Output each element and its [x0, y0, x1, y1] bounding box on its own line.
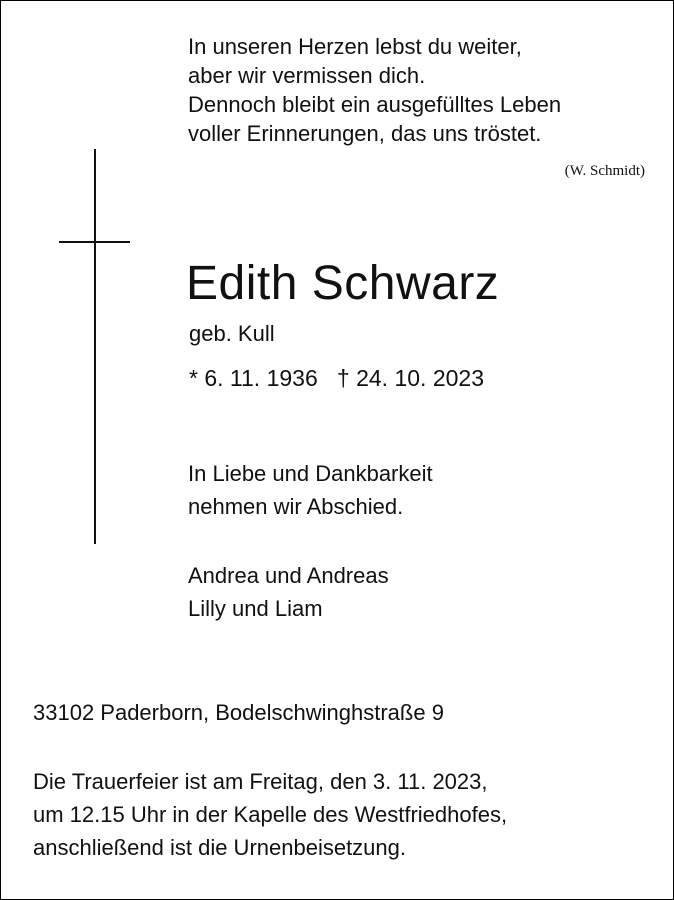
- cross-vertical-bar: [94, 149, 96, 544]
- poem-line: voller Erinnerungen, das uns tröstet.: [188, 121, 542, 146]
- ceremony-info: [33, 765, 507, 864]
- farewell-line: In Liebe und Dankbarkeit: [188, 461, 433, 486]
- poem-line: Dennoch bleibt ein ausgefülltes Leben: [188, 92, 562, 117]
- cross-horizontal-bar: [59, 241, 130, 243]
- deceased-name: Edith Schwarz: [186, 257, 500, 310]
- ceremony-line: um 12.15 Uhr in der Kapelle des Westfriedhofes,: [33, 802, 508, 827]
- mourner-line: Lilly und Liam: [188, 596, 323, 621]
- birth-name: geb. Kull: [189, 321, 275, 346]
- poem-line: In unseren Herzen lebst du weiter,: [188, 34, 522, 59]
- date-separator: [318, 365, 337, 391]
- address: 33102 Paderborn, Bodelschwinghstraße 9: [33, 700, 444, 725]
- poem-line: aber wir vermissen dich.: [188, 63, 426, 88]
- ceremony-line: Die Trauerfeier ist am Freitag, den 3. 11. 2023,: [33, 769, 488, 794]
- birth-date: * 6. 11. 1936: [189, 365, 318, 391]
- poem-attribution: (W. Schmidt): [564, 163, 645, 179]
- poem: [188, 32, 561, 148]
- mourner-line: Andrea und Andreas: [188, 563, 389, 588]
- death-date: † 24. 10. 2023: [336, 365, 484, 391]
- farewell-line: nehmen wir Abschied.: [188, 494, 404, 519]
- mourners: [188, 559, 389, 625]
- ceremony-line: anschließend ist die Urnenbeisetzung.: [33, 835, 407, 860]
- farewell-text: [188, 457, 433, 523]
- life-dates: [189, 363, 484, 393]
